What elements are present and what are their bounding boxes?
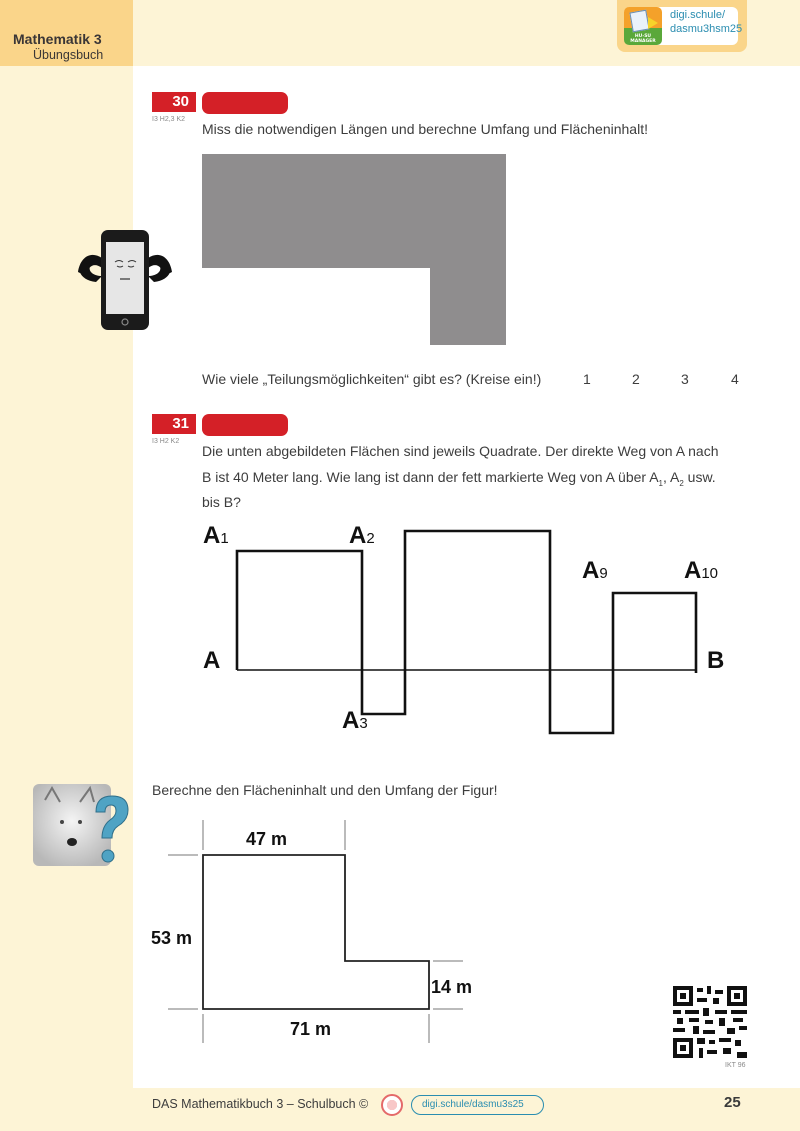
page-number: 25 [724,1094,741,1111]
label-A9: A9 [582,557,608,584]
exercise-31-number: 31 [152,414,196,434]
footer-digi-link[interactable]: digi.schule/dasmu3s25 [411,1095,544,1115]
hu-manager-icon-label: HU-SU MANAGER [630,34,656,44]
book-title: Mathematik 3 [13,31,102,47]
book-subtitle: Übungsbuch [33,48,104,62]
dimension-bottom: 71 m [290,1019,332,1039]
option-3[interactable]: 3 [681,371,689,387]
dimension-right-small: 14 m [431,977,473,997]
subscript: 1 [658,478,663,488]
exercise-31-text-line1: Die unten abgebildeten Flächen sind jeweils Quadrate. Der direkte Weg von A nach [202,443,719,459]
text-part: usw. [683,469,716,485]
qr-label: IKT 96 [725,1062,746,1069]
publisher-logo-icon [381,1094,403,1116]
exercise-31-codes: I3 H2 K2 [152,438,180,445]
dimension-left: 53 m [151,928,193,948]
option-1[interactable]: 1 [583,371,591,387]
hu-link-line1: digi.schule/ [670,9,726,21]
subscript: 2 [679,478,684,488]
exercise-30-question: Wie viele „Teilungsmöglichkeiten“ gibt es? (Kreise ein!) [202,371,542,387]
exercise-31-text-line3: bis B? [202,494,241,510]
text-part: , A [662,469,680,485]
dimension-top: 47 m [246,829,288,849]
text-part: B ist 40 Meter lang. Wie lang ist dann der fett markierte Weg von A über A [202,469,659,485]
label-A10: A10 [684,557,719,584]
label-A2: A2 [349,522,375,549]
label-B: B [707,647,725,674]
exercise-30-codes: I3 H2,3 K2 [152,116,186,123]
label-A3: A3 [342,707,368,734]
wolf-exercise-instruction: Berechne den Flächeninhalt und den Umfang der Figur! [152,782,498,798]
label-A1: A1 [203,522,229,549]
option-2[interactable]: 2 [632,371,640,387]
label-A: A [203,647,221,674]
option-4[interactable]: 4 [731,371,739,387]
hu-link-line2: dasmu3hsm25 [670,23,743,35]
exercise-30-number: 30 [152,92,196,112]
exercise-30-instruction: Miss die notwendigen Längen und berechne Umfang und Flächeninhalt! [202,121,648,137]
footer-book-title: DAS Mathematikbuch 3 – Schulbuch © [152,1097,369,1111]
